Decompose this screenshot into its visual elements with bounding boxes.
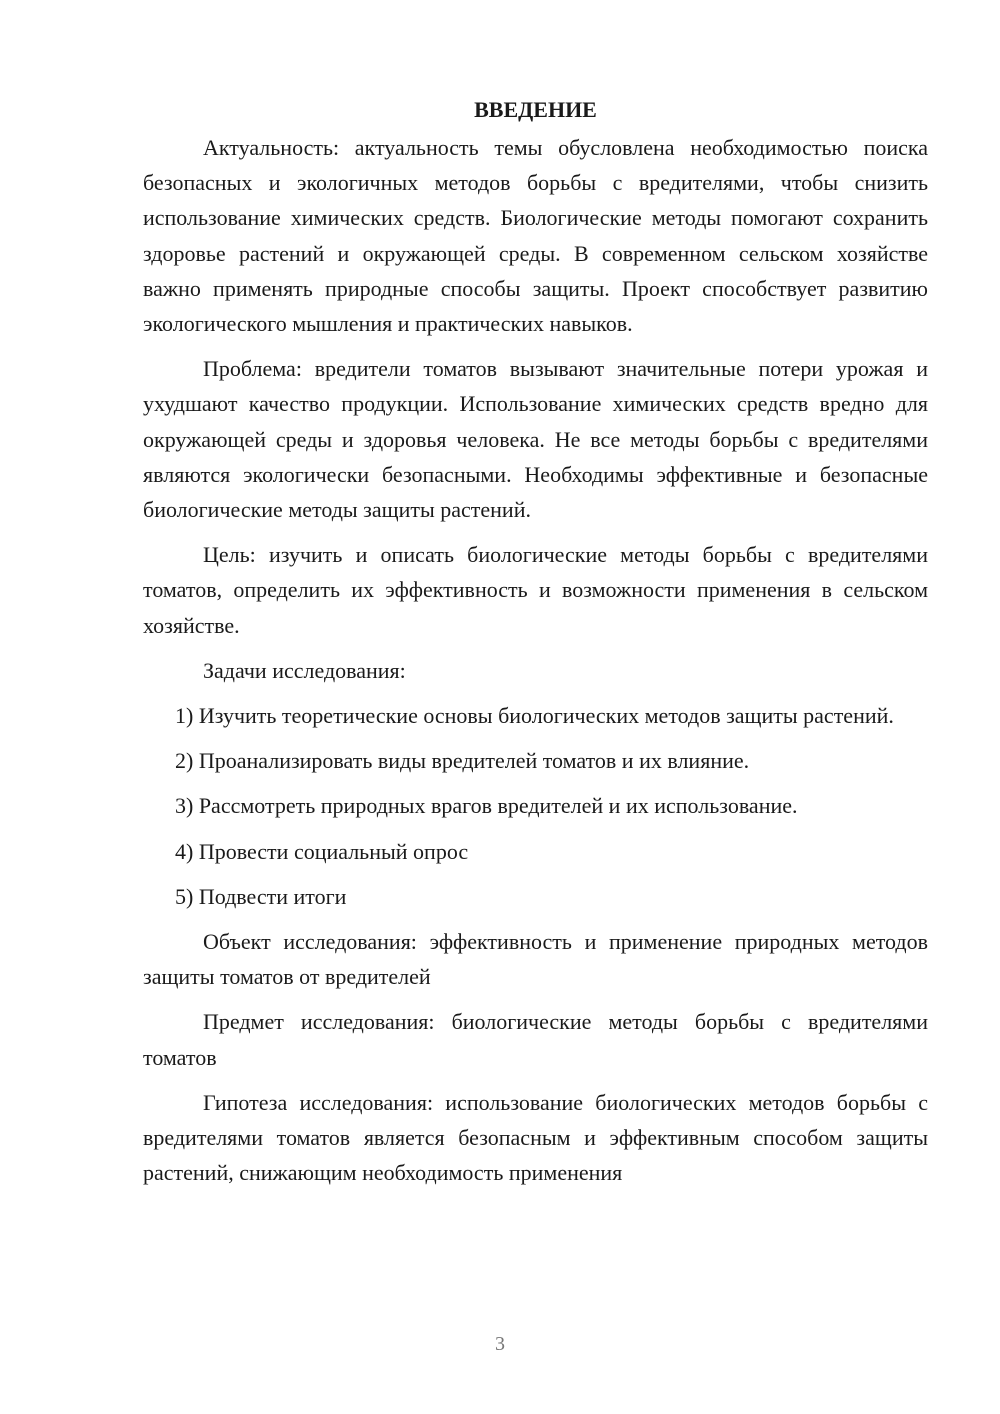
task-item-1: 1) Изучить теоретические основы биологических методов защиты растений. [175,703,894,729]
paragraph-tasks-heading: Задачи исследования: [203,657,406,683]
paragraph-hypothesis: Гипотеза исследования: использование биологических методов борьбы с вредителями томатов является безопасным и эффективным способом защиты растений, снижающим необходимость применения [143,1089,928,1186]
page-number: 3 [495,1333,505,1355]
task-item-2: 2) Проанализировать виды вредителей томатов и их влияние. [175,748,750,774]
paragraph-relevance: Актуальность: актуальность темы обусловлена необходимостью поиска безопасных и экологичных методов борьбы с вредителями, чтобы снизить использование химических средств. Биологические методы помогают сохранить здоровье растений и окружающей среды. В современном сельском хозяйстве важно применять природные способы защиты. Проект способствует развитию экологического мышления и практических навыков. [143,135,928,337]
paragraph-goal: Цель: изучить и описать биологические методы борьбы с вредителями томатов, определить их эффективность и возможности применения в сельском хозяйстве. [143,542,928,638]
task-item-5: 5) Подвести итоги [175,883,347,909]
paragraph-problem: Проблема: вредители томатов вызывают значительные потери урожая и ухудшают качество продукции. Использование химических средств вредно для окружающей среды и здоровья человека. Не все методы борьбы с вредителями являются экологически безопасными. Необходимы эффективные и безопасные биологические методы защиты растений. [143,356,928,523]
paragraph-object: Объект исследования: эффективность и применение природных методов защиты томатов от вредителей [143,929,928,990]
section-title: ВВЕДЕНИЕ [474,97,597,122]
paragraph-subject: Предмет исследования: биологические методы борьбы с вредителями томатов [143,1009,928,1070]
task-item-4: 4) Провести социальный опрос [175,838,469,864]
task-item-3: 3) Рассмотреть природных врагов вредителей и их использование. [175,793,798,819]
document-page [143,92,928,1200]
